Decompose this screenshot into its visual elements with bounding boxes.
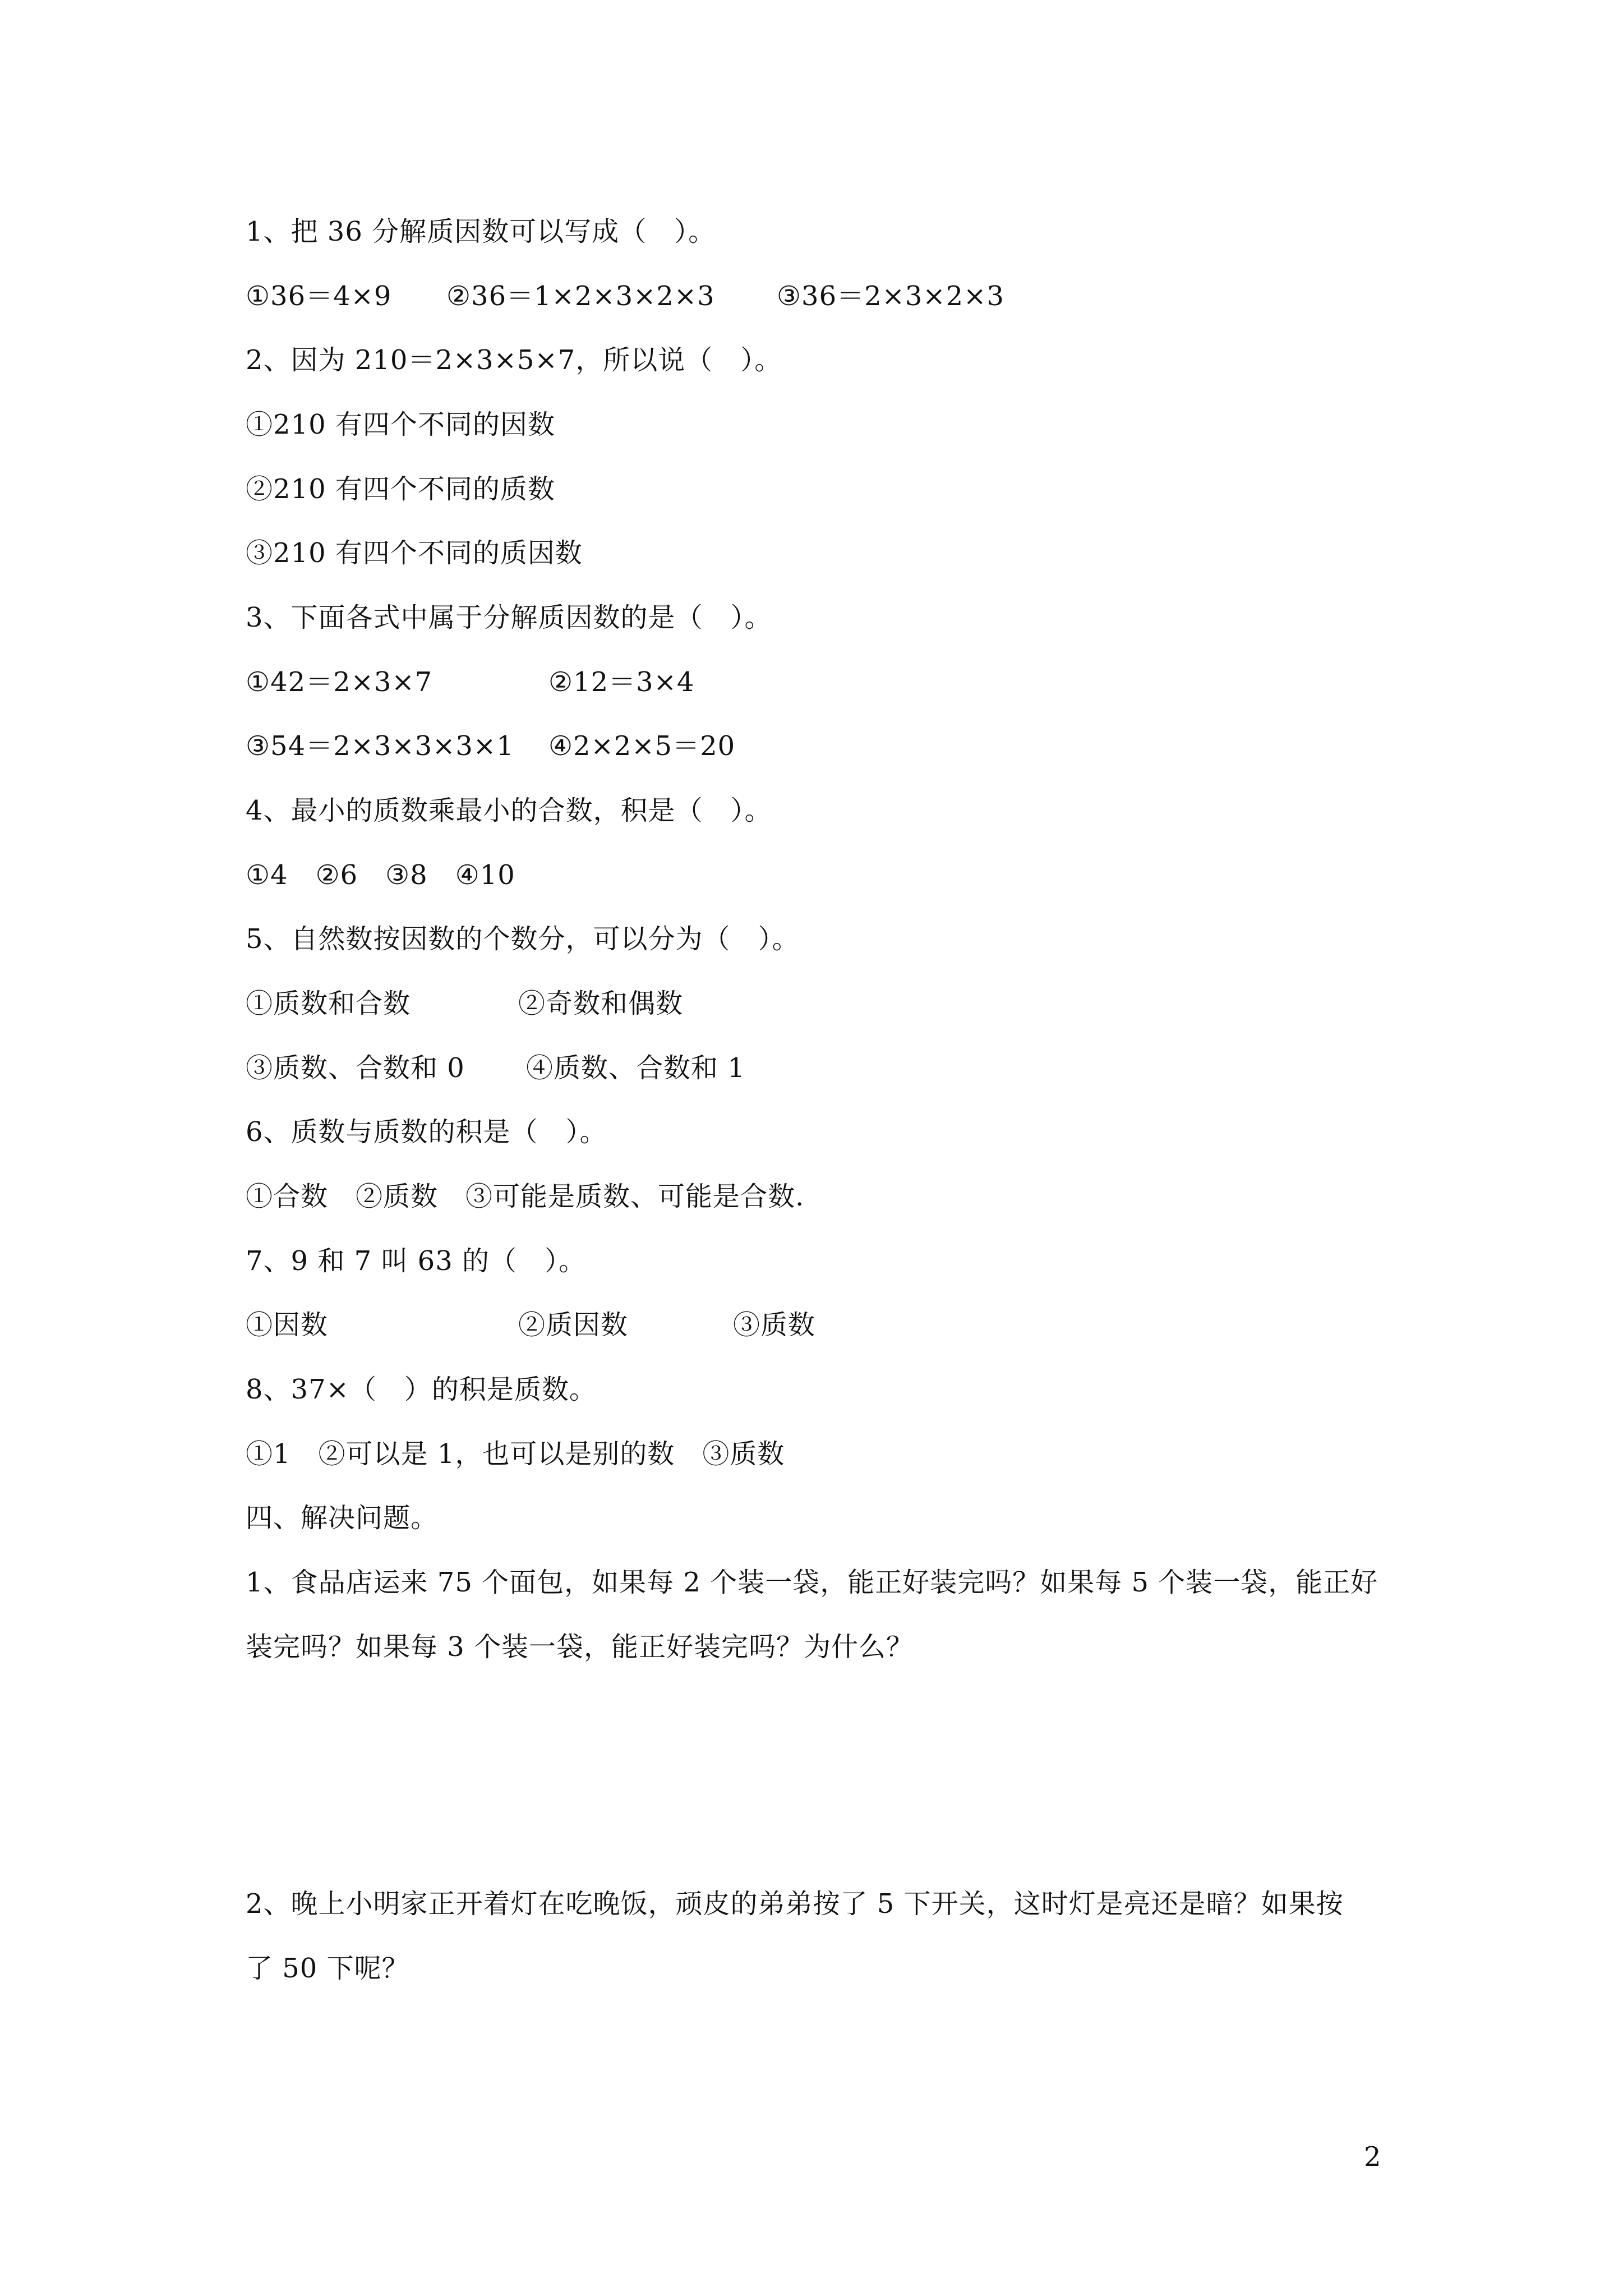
question-5-option-3: ③质数、合数和 0 bbox=[246, 1052, 465, 1084]
question-7-option-1: ①因数 bbox=[246, 1309, 329, 1341]
question-4-options: ①4 ②6 ③8 ④10 bbox=[246, 859, 515, 891]
question-4-stem: 4、最小的质数乘最小的合数，积是（ ）。 bbox=[246, 795, 772, 826]
question-1-option-2: ②36＝1×2×3×2×3 bbox=[446, 280, 715, 312]
question-5-option-4: ④质数、合数和 1 bbox=[526, 1052, 745, 1084]
question-5-option-2: ②奇数和偶数 bbox=[518, 988, 684, 1019]
question-3-stem: 3、下面各式中属于分解质因数的是（ ）。 bbox=[246, 602, 772, 633]
page-number: 2 bbox=[1364, 2141, 1381, 2173]
question-7-stem: 7、9 和 7 叫 63 的（ ）。 bbox=[246, 1245, 586, 1277]
problem-1-line-2: 装完吗？如果每 3 个装一袋，能正好装完吗？为什么？ bbox=[246, 1631, 914, 1663]
section-4-title: 四、解决问题。 bbox=[246, 1502, 439, 1534]
question-3-option-4: ④2×2×5＝20 bbox=[548, 730, 736, 762]
question-3-option-1: ①42＝2×3×7 bbox=[246, 666, 433, 698]
question-7-option-3: ③质数 bbox=[733, 1309, 816, 1341]
question-2-stem: 2、因为 210＝2×3×5×7，所以说（ ）。 bbox=[246, 344, 782, 376]
question-3-option-2: ②12＝3×4 bbox=[548, 666, 695, 698]
question-2-option-2: ②210 有四个不同的质数 bbox=[246, 473, 555, 505]
question-2-option-3: ③210 有四个不同的质因数 bbox=[246, 537, 583, 569]
question-5-stem: 5、自然数按因数的个数分，可以分为（ ）。 bbox=[246, 923, 800, 955]
question-3-option-3: ③54＝2×3×3×3×1 bbox=[246, 730, 514, 762]
question-1-option-1: ①36＝4×9 bbox=[246, 280, 392, 312]
question-2-option-1: ①210 有四个不同的因数 bbox=[246, 409, 555, 440]
problem-2-line-2: 了 50 下呢？ bbox=[246, 1953, 409, 1984]
problem-2-line-1: 2、晚上小明家正开着灯在吃晚饭，顽皮的弟弟按了 5 下开关，这时灯是亮还是暗？如果按 bbox=[246, 1888, 1344, 1920]
question-1-option-3: ③36＝2×3×2×3 bbox=[777, 280, 1004, 312]
question-1-stem: 1、把 36 分解质因数可以写成（ ）。 bbox=[246, 216, 716, 247]
question-8-stem: 8、37×（ ）的积是质数。 bbox=[246, 1374, 597, 1405]
question-6-options: ①合数 ②质数 ③可能是质数、可能是合数. bbox=[246, 1181, 805, 1212]
problem-1-line-1: 1、食品店运来 75 个面包，如果每 2 个装一袋，能正好装完吗？如果每 5 个装一袋，能正好 bbox=[246, 1567, 1378, 1598]
question-5-option-1: ①质数和合数 bbox=[246, 988, 411, 1019]
question-6-stem: 6、质数与质数的积是（ ）。 bbox=[246, 1116, 607, 1148]
question-7-option-2: ②质因数 bbox=[518, 1309, 629, 1341]
question-8-options: ①1 ②可以是 1，也可以是别的数 ③质数 bbox=[246, 1438, 785, 1470]
